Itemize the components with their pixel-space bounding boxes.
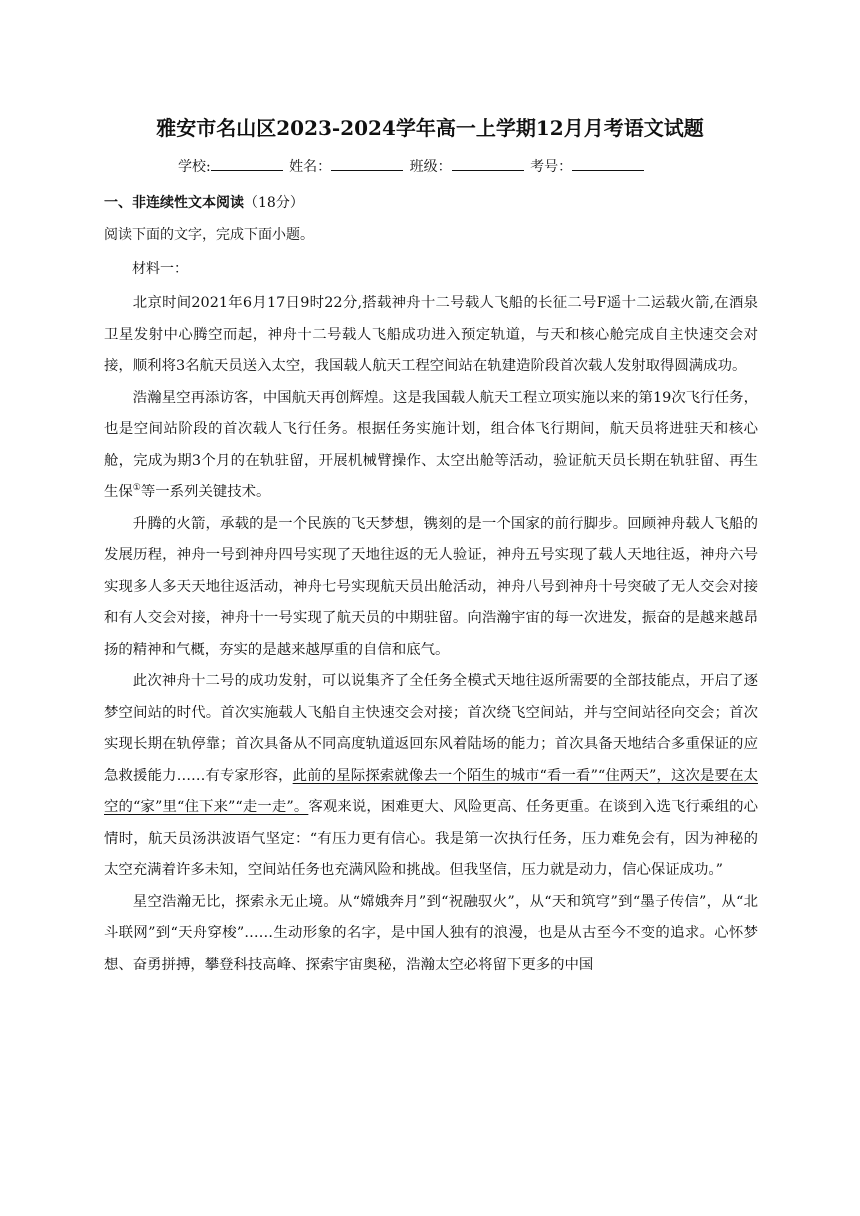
class-blank[interactable] bbox=[452, 158, 524, 171]
paragraph-2-text: 浩瀚星空再添访客，中国航天再创辉煌。这是我国载人航天工程立项实施以来的第19次飞行任务，也是空间站阶段的首次载人飞行任务。根据任务实施计划，组合体飞行期间，航天员将进驻天和核心舱，完成为期3个月的在轨驻留，开展机械臂操作、太空出舱等活动，验证航天员长期在轨驻留、再生生保 bbox=[104, 389, 758, 500]
section-heading bbox=[104, 192, 304, 212]
exam-number-blank[interactable] bbox=[572, 158, 644, 171]
paragraph-4-text-end: 客观来说，困难更大、风险更高、任务更重。在谈到入选飞行乘组的心情时，航天员汤洪波语气坚定：“有压力更有信心。我是第一次执行任务，压力难免会有，因为神秘的太空充满着许多未知，空间站任务也充满风险和挑战。但我坚信，压力就是动力，信心保证成功。” bbox=[104, 799, 758, 878]
footnote-marker: ① bbox=[132, 483, 141, 494]
school-blank[interactable] bbox=[211, 158, 283, 171]
paragraph-5: 星空浩瀚无比，探索永无止境。从“嫦娥奔月”到“祝融驭火”，从“天和筑穹”到“墨子传信”，从“北斗联网”到“天舟穿梭”……生动形象的名字，是中国人独有的浪漫，也是从古至今不变的追求。心怀梦想、奋勇拼搏，攀登科技高峰、探索宇宙奥秘，浩瀚太空必将留下更多的中国 bbox=[104, 893, 758, 973]
reading-instruction: 阅读下面的文字，完成下面小题。 bbox=[104, 227, 314, 243]
name-label: 姓名： bbox=[289, 159, 332, 175]
exam-title: 雅安市名山区2023-2024学年高一上学期12月月考语文试题 bbox=[156, 116, 704, 140]
paragraph-2 bbox=[104, 383, 758, 509]
article-body bbox=[104, 288, 758, 981]
class-label: 班级： bbox=[409, 159, 452, 175]
paragraph-1: 北京时间2021年6月17日9时22分,搭载神舟十二号载人飞船的长征二号F遥十二运载火箭,在酒泉卫星发射中心腾空而起，神舟十二号载人飞船成功进入预定轨道，与天和核心舱完成自主快速交会对接，顺利将3名航天员送入太空，我国载人航天工程空间站在轨建造阶段首次载人发射取得圆满成功。 bbox=[104, 295, 758, 374]
paragraph-4 bbox=[104, 666, 758, 887]
section-points: （18分） bbox=[244, 195, 304, 211]
material-label: 材料一： bbox=[132, 261, 188, 277]
section-heading-title: 一、非连续性文本阅读 bbox=[104, 195, 244, 211]
paragraph-2-text-end: 等一系列关键技术。 bbox=[140, 484, 271, 500]
student-info-line bbox=[178, 156, 646, 176]
paragraph-4-text: 此次神舟十二号的成功发射，可以说集齐了全任务全模式天地往返所需要的全部技能点，开启了逐梦空间站的时代。首次实施载人飞船自主快速交会对接；首次绕飞空间站，并与空间站径向交会；首次实现长期在轨停靠；首次具备从不同高度轨道返回东风着陆场的能力；首次具备天地结合多重保证的应急救援能力……有专家形容， bbox=[104, 673, 758, 784]
name-blank[interactable] bbox=[331, 158, 403, 171]
exam-number-label: 考号： bbox=[530, 159, 573, 175]
school-label: 学校: bbox=[178, 159, 211, 175]
underlined-sentence: 此前的星际探索就像去一个陌生的城市“看一看”“住两天”，这次是要在太空的“家”里“住下来”“走一走”。 bbox=[104, 767, 758, 815]
paragraph-3: 升腾的火箭，承载的是一个民族的飞天梦想，镌刻的是一个国家的前行脚步。回顾神舟载人飞船的发展历程，神舟一号到神舟四号实现了天地往返的无人验证，神舟五号实现了载人天地往返，神舟六号实现多人多天天地往返活动，神舟七号实现航天员出舱活动，神舟八号到神舟十号突破了无人交会对接和有人交会对接，神舟十一号实现了航天员的中期驻留。向浩瀚宇宙的每一次进发，振奋的是越来越昂扬的精神和气概，夯实的是越来越厚重的自信和底气。 bbox=[104, 515, 758, 658]
